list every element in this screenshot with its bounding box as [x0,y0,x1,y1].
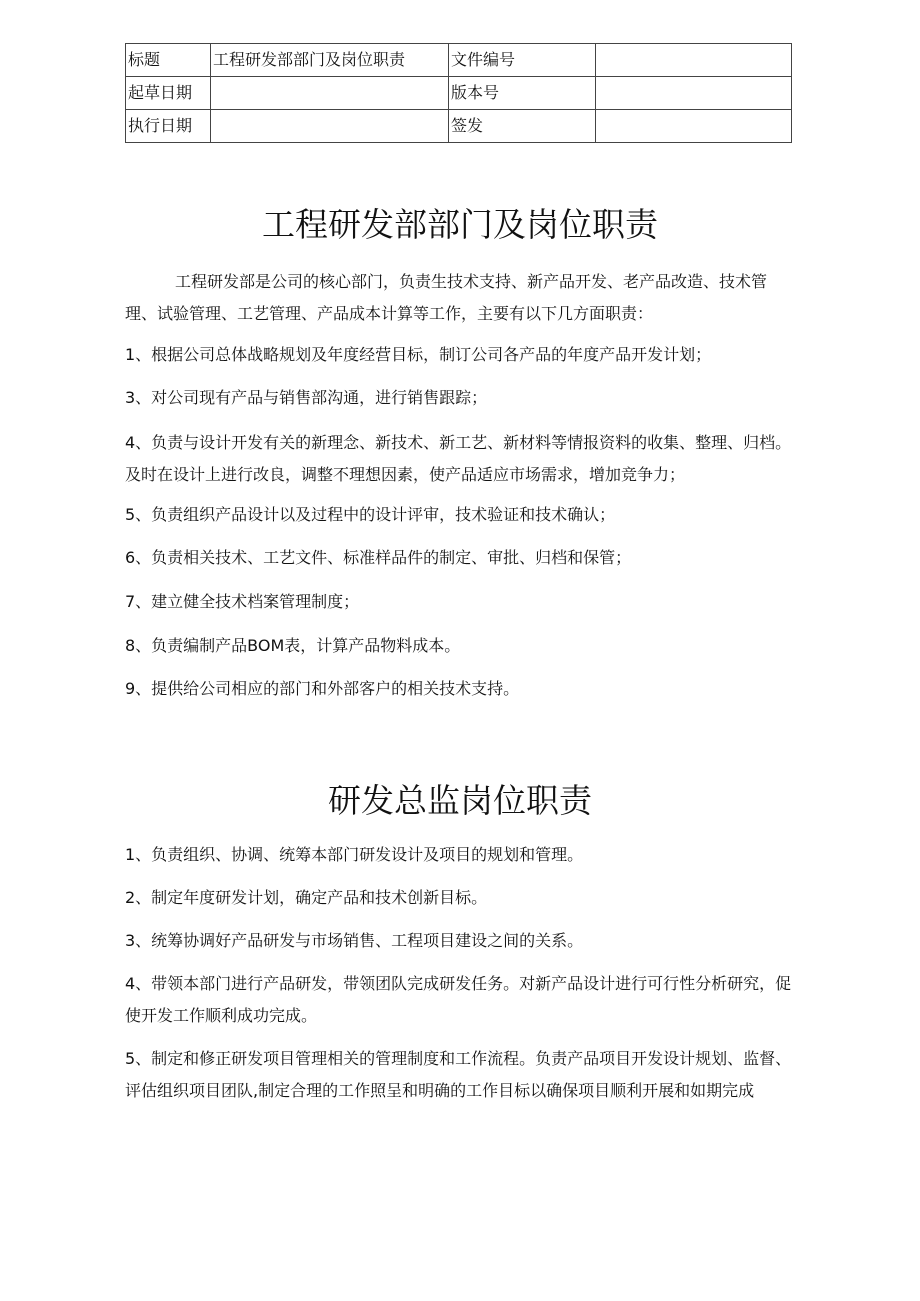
draft-date-value [211,77,449,110]
file-number-value [596,44,792,77]
section2-item: 3、统筹协调好产品研发与市场销售、工程项目建设之间的关系。 [125,931,584,950]
section1-item: 8、负责编制产品BOM表，计算产品物料成本。 [125,636,461,655]
section1-intro: 工程研发部是公司的核心部门，负责生技术支持、新产品开发、老产品改造、技术管理、试验管理、工艺管理、产品成本计算等工作，主要有以下几方面职责： [125,272,768,323]
title-label: 标题 [126,44,211,77]
section2-item: 5、制定和修正研发项目管理相关的管理制度和工作流程。负责产品项目开发设计规划、监督、评估组织项目团队,制定合理的工作照呈和明确的工作目标以确保项目顺利开展和如期完成 [125,1049,792,1100]
document-header-table [125,43,792,143]
file-number-label: 文件编号 [449,44,596,77]
section1-item: 4、负责与设计开发有关的新理念、新技术、新工艺、新材料等情报资料的收集、整理、归档。及时在设计上进行改良，调整不理想因素，使产品适应市场需求，增加竞争力； [125,433,792,484]
section1-item: 3、对公司现有产品与销售部沟通，进行销售跟踪； [125,388,488,407]
section2-item: 4、带领本部门进行产品研发，带领团队完成研发任务。对新产品设计进行可行性分析研究，促使开发工作顺利成功完成。 [125,974,792,1025]
header-row-title [126,44,792,77]
issued-by-value [596,110,792,143]
version-value [596,77,792,110]
header-row-effective-date [126,110,792,143]
section2-item: 2、制定年度研发计划，确定产品和技术创新目标。 [125,888,488,907]
section2-item: 1、负责组织、协调、统筹本部门研发设计及项目的规划和管理。 [125,845,584,864]
section1-item: 9、提供给公司相应的部门和外部客户的相关技术支持。 [125,679,520,698]
version-label: 版本号 [449,77,596,110]
section1-item: 5、负责组织产品设计以及过程中的设计评审，技术验证和技术确认； [125,505,616,524]
section1-item: 1、根据公司总体战略规划及年度经营目标，制订公司各产品的年度产品开发计划； [125,345,712,364]
section1-item: 7、建立健全技术档案管理制度； [125,592,360,611]
header-row-draft-date [126,77,792,110]
section2-title: 研发总监岗位职责 [328,781,592,820]
effective-date-value [211,110,449,143]
effective-date-label: 执行日期 [126,110,211,143]
issued-by-label: 签发 [449,110,596,143]
section1-title: 工程研发部部门及岗位职责 [262,205,658,244]
title-value: 工程研发部部门及岗位职责 [211,44,449,77]
section1-item: 6、负责相关技术、工艺文件、标准样品件的制定、审批、归档和保管； [125,548,632,567]
draft-date-label: 起草日期 [126,77,211,110]
